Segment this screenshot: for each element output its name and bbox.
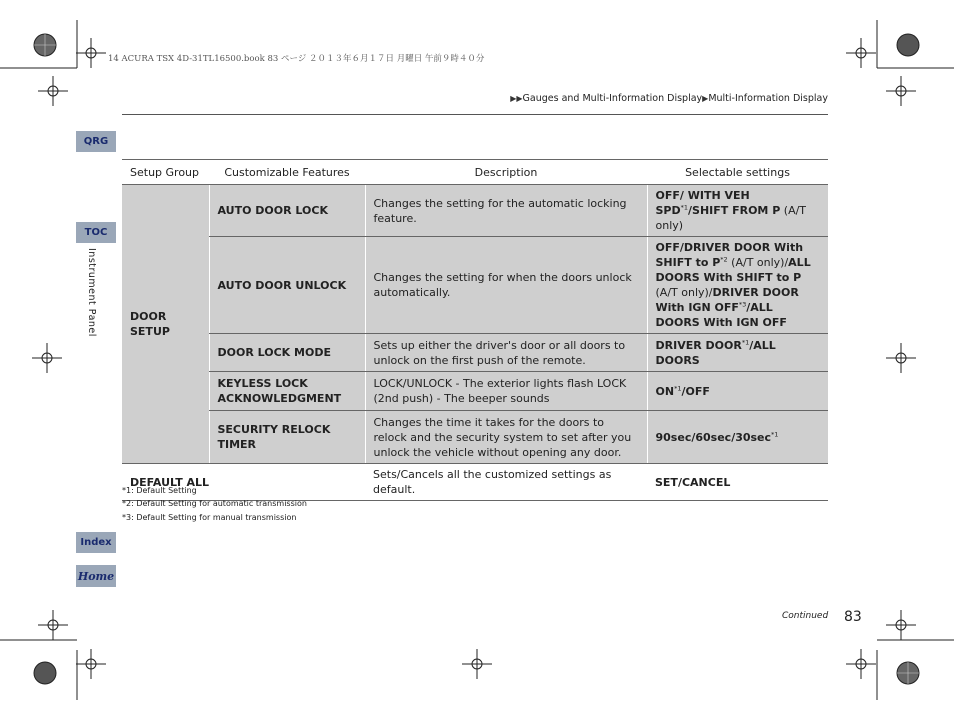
setting-note: (A/T only) <box>655 204 807 232</box>
setting-value: DRIVER DOOR With IGN OFF <box>655 286 799 314</box>
toc-tab[interactable]: TOC <box>76 222 116 243</box>
setting-value: OFF/DRIVER DOOR With SHIFT to P <box>655 241 804 269</box>
description-cell: Changes the setting for the automatic locking feature. <box>365 185 647 237</box>
description-cell: LOCK/UNLOCK - The exterior lights flash LOCK (2nd push) - The beeper sounds <box>365 372 647 411</box>
setting-note: (A/T only)/ <box>727 256 789 269</box>
description-cell: Sets/Cancels all the customized settings as default. <box>365 464 647 501</box>
column-header: Description <box>365 160 647 185</box>
breadcrumb-item[interactable]: Gauges and Multi-Information Display <box>522 93 703 104</box>
setting-value: 90sec/60sec/30sec <box>655 430 772 444</box>
description-cell: Changes the time it takes for the doors to relock and the security system to set after you unlock the vehicle without opening any door. <box>365 411 647 464</box>
feature-cell: DOOR LOCK MODE <box>209 334 365 372</box>
footnote-ref: *1 <box>771 429 779 438</box>
continued-label: Continued <box>782 611 829 621</box>
feature-cell: KEYLESS LOCK ACKNOWLEDGMENT <box>209 372 365 411</box>
column-header: Setup Group <box>122 160 209 185</box>
setting-value: OFF/ WITH VEH SPD <box>655 189 750 217</box>
footnote-ref: *3 <box>738 300 747 309</box>
feature-cell: AUTO DOOR LOCK <box>209 185 365 237</box>
setting-value: DRIVER DOOR <box>655 338 742 352</box>
setting-value: ON <box>655 384 675 398</box>
footnote: *1: Default Setting <box>122 486 197 495</box>
feature-cell: AUTO DOOR UNLOCK <box>209 237 365 334</box>
breadcrumb-item[interactable]: Multi-Information Display <box>708 93 828 104</box>
setting-value: /ALL DOORS <box>655 338 776 367</box>
footnote-ref: *1 <box>680 203 689 212</box>
description-cell: Changes the setting for when the doors unlock automatically. <box>365 237 647 334</box>
feature-cell: SECURITY RELOCK TIMER <box>209 411 365 464</box>
footnote-ref: *1 <box>741 337 750 346</box>
setup-group-cell: DEFAULT ALL <box>122 464 365 501</box>
print-header: 14 ACURA TSX 4D-31TL16500.book 83 ページ ２０１３年６月１７日 月曜日 午前９時４０分 <box>108 54 485 64</box>
setting-value: ALL DOORS With SHIFT to P <box>655 256 811 284</box>
setting-note: (A/T only)/ <box>655 286 713 299</box>
footnote: *2: Default Setting for automatic transmission <box>122 499 307 508</box>
footnote-ref: *2 <box>720 255 728 264</box>
setting-value: /ALL DOORS With IGN OFF <box>655 301 787 329</box>
home-tab[interactable]: Home <box>76 565 116 587</box>
setup-group-cell: DOOR SETUP <box>122 185 209 464</box>
settings-cell: SET/CANCEL <box>647 464 828 501</box>
setting-value: /OFF <box>681 384 710 398</box>
setting-value: /SHIFT FROM P <box>688 204 781 217</box>
breadcrumb-arrow-icon: ▶ <box>702 94 709 103</box>
column-header: Customizable Features <box>209 160 365 185</box>
footnote-ref: *1 <box>674 383 682 392</box>
index-tab[interactable]: Index <box>76 532 116 553</box>
footnote: *3: Default Setting for manual transmission <box>122 513 297 522</box>
breadcrumb-arrow-icon: ▶▶ <box>510 94 523 103</box>
section-label: Instrument Panel <box>86 248 97 337</box>
page-number: 83 <box>844 609 862 625</box>
column-header: Selectable settings <box>647 160 828 185</box>
description-cell: Sets up either the driver's door or all doors to unlock on the first push of the remote. <box>365 334 647 372</box>
qrg-tab[interactable]: QRG <box>76 131 116 152</box>
